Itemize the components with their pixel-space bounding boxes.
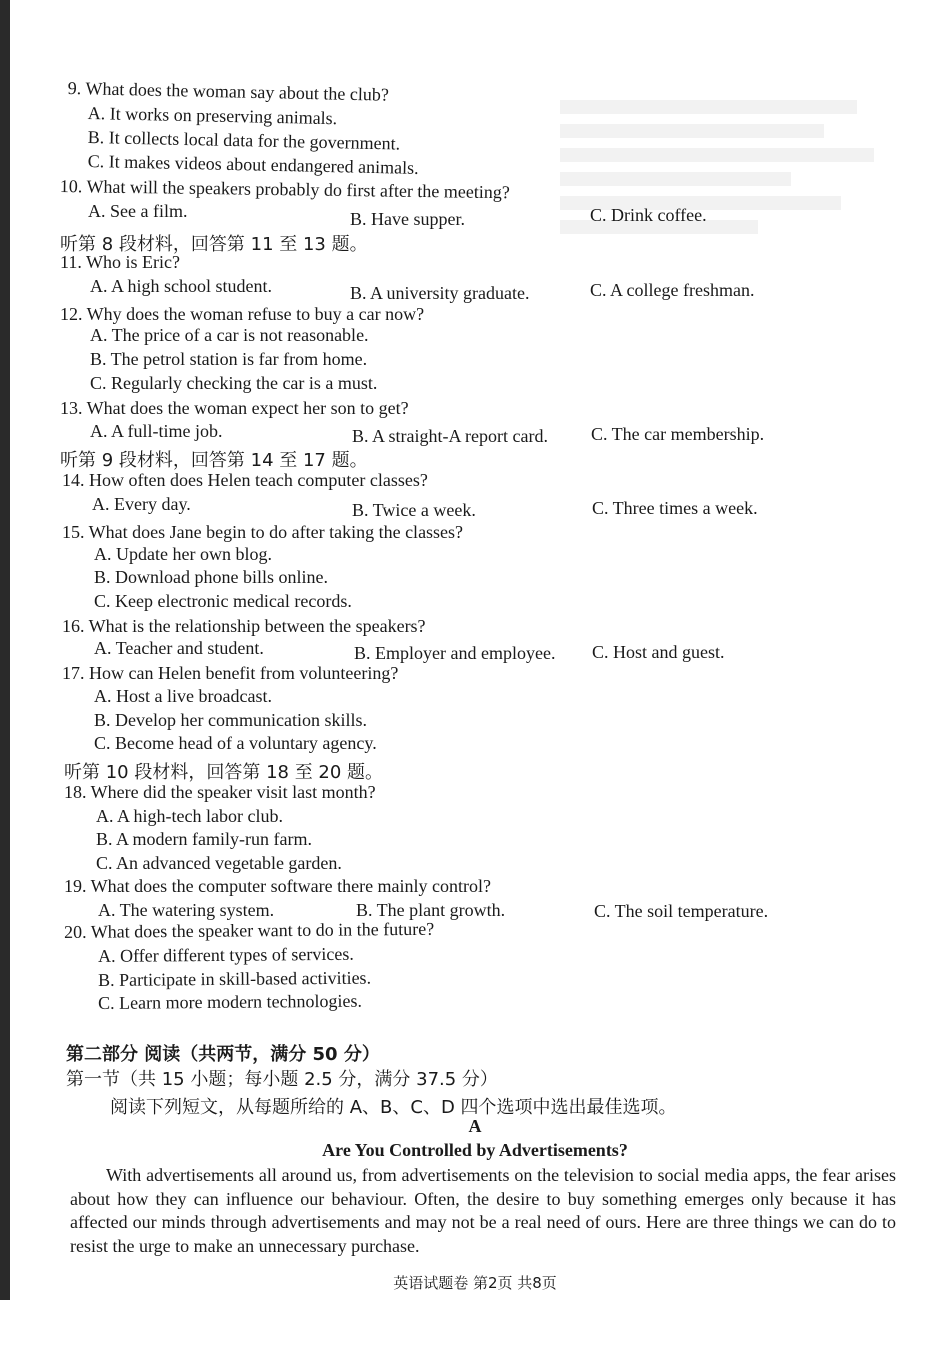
q17-option-b: B. Develop her communication skills. [94,710,367,730]
question-16: 16. What is the relationship between the speakers? [62,616,426,636]
part2-instruction: 阅读下列短文，从每题所给的 A、B、C、D 四个选项中选出最佳选项。 [110,1097,677,1118]
section-9-header: 听第 9 段材料，回答第 14 至 17 题。 [60,450,368,471]
q19-option-c: C. The soil temperature. [594,901,769,921]
part2-section1: 第一节（共 15 小题；每小题 2.5 分，满分 37.5 分） [66,1069,498,1090]
q15-option-b: B. Download phone bills online. [94,567,328,587]
q14-option-c: C. Three times a week. [592,498,758,518]
part2-title: 第二部分 阅读（共两节，满分 50 分） [66,1044,380,1065]
q19-option-b: B. The plant growth. [356,900,506,920]
q9-option-b: B. It collects local data for the government. [87,127,401,154]
q10-option-b: B. Have supper. [350,209,465,229]
q14-option-b: B. Twice a week. [352,500,476,520]
question-14: 14. How often does Helen teach computer classes? [62,470,428,490]
page-footer: 英语试题卷 第2页 共8页 [393,1274,557,1292]
passage-paragraph: With advertisements all around us, from advertisements on the television to social media apps, the fear arises about how they can influence our behaviour. Often, the desire to buy something emerges only because it has affected our minds through advertisements and may not be a real need of ours. Here are three things we can do to resist the urge to make an unnecessary purchase. [70,1165,896,1256]
q20-option-b: B. Participate in skill-based activities. [98,967,372,990]
question-9: 9. What does the woman say about the club? [67,78,390,105]
question-10: 10. What will the speakers probably do first after the meeting? [59,176,510,203]
q18-option-c: C. An advanced vegetable garden. [96,853,342,873]
q13-option-c: C. The car membership. [591,424,765,444]
q10-option-c: C. Drink coffee. [590,205,707,225]
question-17: 17. How can Helen benefit from volunteering? [62,663,399,683]
q19-option-a: A. The watering system. [98,900,275,920]
q14-option-a: A. Every day. [92,494,191,514]
q12-option-c: C. Regularly checking the car is a must. [90,373,378,393]
passage-letter: A [468,1116,482,1136]
passage-title: Are You Controlled by Advertisements? [322,1140,628,1160]
q18-option-b: B. A modern family-run farm. [96,829,312,849]
q11-option-c: C. A college freshman. [590,280,755,300]
q16-option-a: A. Teacher and student. [94,638,264,658]
question-11: 11. Who is Eric? [60,252,180,272]
q20-option-c: C. Learn more modern technologies. [98,990,363,1013]
q13-option-a: A. A full-time job. [90,421,223,441]
q16-option-c: C. Host and guest. [592,642,725,662]
q16-option-b: B. Employer and employee. [354,643,556,663]
scan-edge [0,0,10,1300]
q11-option-b: B. A university graduate. [350,283,530,303]
q12-option-a: A. The price of a car is not reasonable. [90,325,369,345]
q13-option-b: B. A straight-A report card. [352,426,548,446]
q9-option-a: A. It works on preserving animals. [87,103,338,129]
q15-option-a: A. Update her own blog. [94,544,272,564]
question-19: 19. What does the computer software there mainly control? [64,876,492,896]
q15-option-c: C. Keep electronic medical records. [94,591,352,611]
question-15: 15. What does Jane begin to do after taking the classes? [62,522,464,542]
q20-option-a: A. Offer different types of services. [98,943,354,966]
q9-option-c: C. It makes videos about endangered animals. [87,151,419,178]
q17-option-a: A. Host a live broadcast. [94,686,272,706]
q18-option-a: A. A high-tech labor club. [96,806,283,826]
q12-option-b: B. The petrol station is far from home. [90,349,368,369]
question-18: 18. Where did the speaker visit last month? [64,782,376,802]
question-12: 12. Why does the woman refuse to buy a car now? [60,304,425,324]
question-20: 20. What does the speaker want to do in the future? [64,918,435,942]
section-8-header: 听第 8 段材料，回答第 11 至 13 题。 [60,234,368,255]
section-10-header: 听第 10 段材料，回答第 18 至 20 题。 [64,762,384,783]
question-13: 13. What does the woman expect her son to get? [60,398,409,418]
q17-option-c: C. Become head of a voluntary agency. [94,733,377,753]
q10-option-a: A. See a film. [88,201,188,221]
q11-option-a: A. A high school student. [90,276,273,296]
